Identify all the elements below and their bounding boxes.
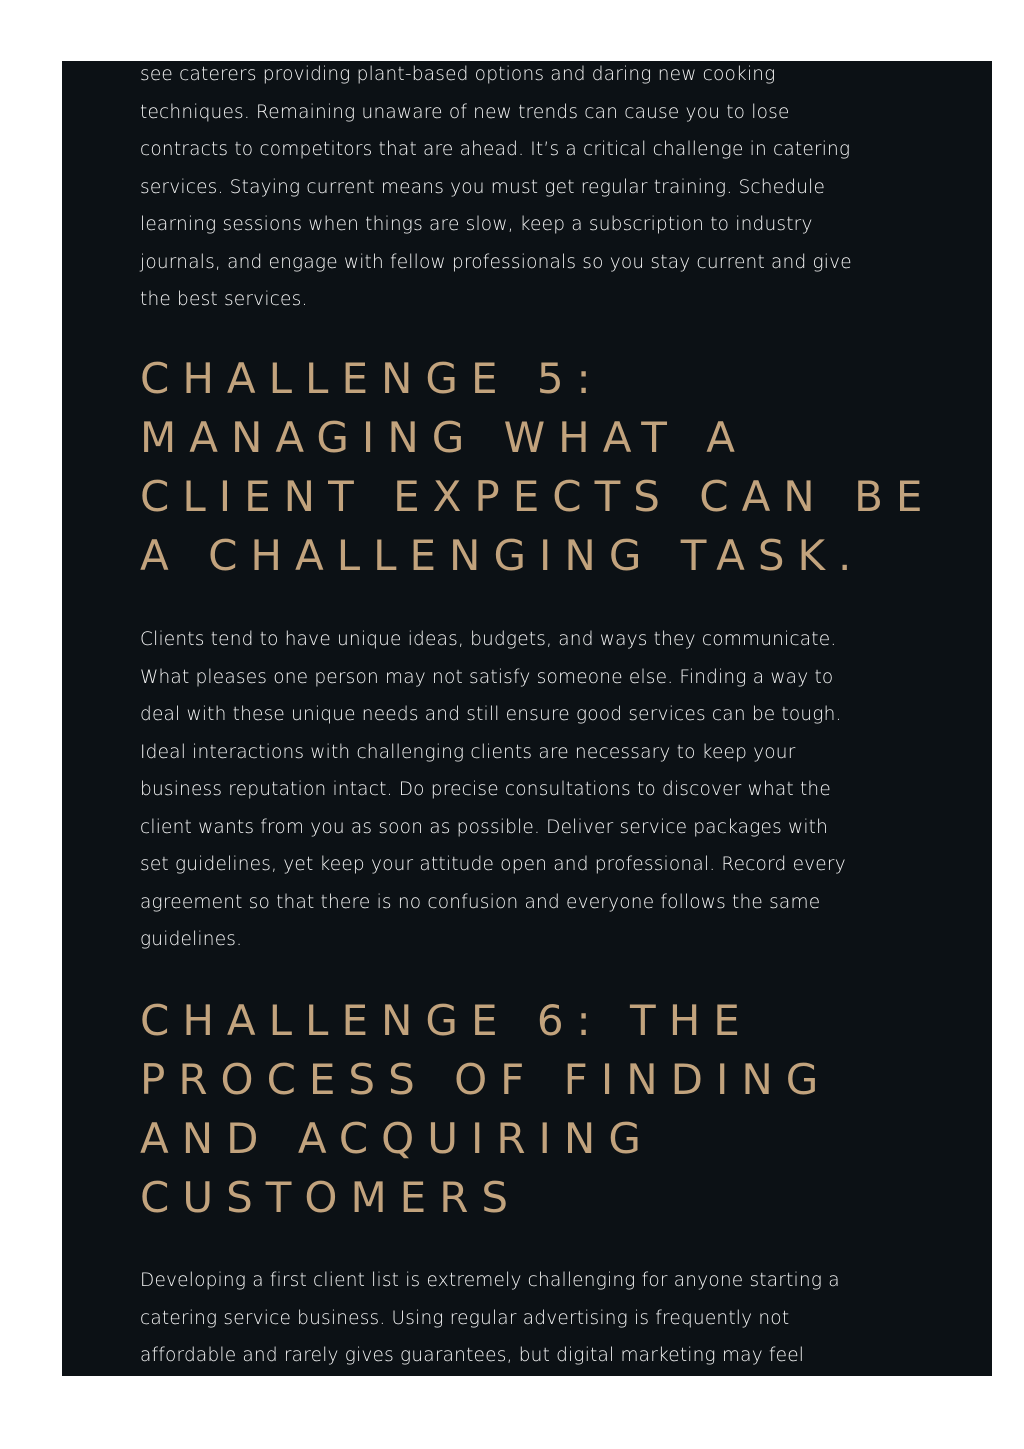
heading-line: MANAGING WHAT A [140,413,748,462]
text-line: deal with these unique needs and still ensure good services can be tough. [140,704,842,725]
text-line: learning sessions when things are slow, keep a subscription to industry [140,214,813,235]
heading-line: CLIENT EXPECTS CAN BE [140,472,936,521]
paragraph-challenge-6 [140,1262,840,1375]
text-line: Ideal interactions with challenging clients are necessary to keep your [140,741,796,763]
document-page [62,61,992,1376]
text-line: see caterers providing plant-based options and daring new cooking [140,64,776,85]
text-line: client wants from you as soon as possible. Deliver service packages with [140,816,829,838]
heading-challenge-6 [140,991,940,1227]
heading-line: PROCESS OF FINDING [140,1055,832,1104]
text-line: business reputation intact. Do precise consultations to discover what the [140,779,831,800]
heading-line: CHALLENGE 5: [140,354,604,403]
text-line: agreement so that there is no confusion and everyone follows the same [140,891,821,913]
paragraph-challenge-4-conclusion [140,61,852,319]
text-line: Clients tend to have unique ideas, budgets, and ways they communicate. [140,629,837,650]
text-line: What pleases one person may not satisfy someone else. Finding a way to [140,666,834,688]
text-line: catering service business. Using regular advertising is frequently not [140,1307,790,1329]
text-line: contracts to competitors that are ahead. It’s a critical challenge in catering [140,139,851,160]
heading-line: CUSTOMERS [140,1173,522,1222]
heading-line: A CHALLENGING TASK. [140,531,865,580]
paragraph-challenge-5 [140,621,846,959]
text-line: guidelines. [140,929,243,950]
text-line: Developing a first client list is extremely challenging for anyone starting a [140,1270,840,1291]
heading-challenge-5 [140,349,940,585]
text-line: techniques. Remaining unaware of new trends can cause you to lose [140,101,790,123]
text-line: services. Staying current means you must get regular training. Schedule [140,176,826,198]
text-line: set guidelines, yet keep your attitude open and professional. Record every [140,854,846,875]
text-line: journals, and engage with fellow professionals so you stay current and give [140,251,852,273]
heading-line: CHALLENGE 6: THE [140,996,753,1045]
text-line: the best services. [140,289,308,310]
text-line: affordable and rarely gives guarantees, but digital marketing may feel [140,1345,805,1366]
heading-line: AND ACQUIRING [140,1114,654,1163]
